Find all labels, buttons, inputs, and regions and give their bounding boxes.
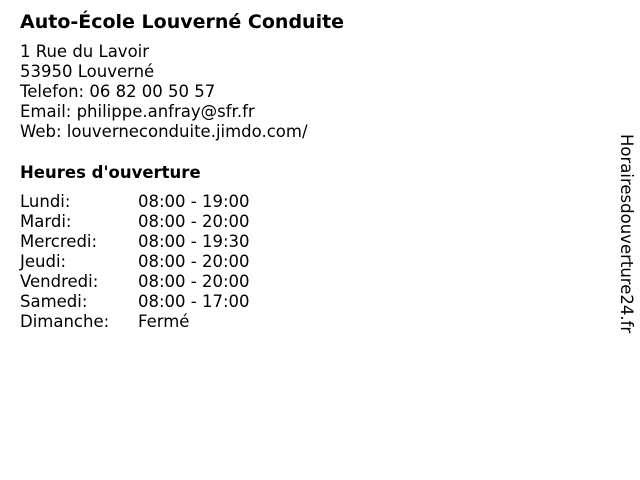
hours-row-monday bbox=[20, 192, 580, 212]
hours-day: Jeudi: bbox=[20, 252, 67, 271]
address-street: 1 Rue du Lavoir bbox=[20, 42, 150, 61]
hours-row-sunday bbox=[20, 312, 580, 332]
hours-time: 08:00 - 20:00 bbox=[138, 252, 250, 271]
opening-hours-heading: Heures d'ouverture bbox=[20, 163, 201, 182]
site-watermark: Horairesdouverture24.fr bbox=[617, 134, 636, 334]
hours-time: 08:00 - 19:30 bbox=[138, 232, 250, 251]
hours-day: Vendredi: bbox=[20, 272, 99, 291]
address-city: 53950 Louverné bbox=[20, 62, 155, 81]
hours-day: Samedi: bbox=[20, 292, 88, 311]
email-address: Email: philippe.anfray@sfr.fr bbox=[20, 102, 255, 121]
hours-row-thursday bbox=[20, 252, 580, 272]
business-name: Auto-École Louverné Conduite bbox=[20, 11, 345, 33]
phone-number: Telefon: 06 82 00 50 57 bbox=[20, 82, 216, 101]
hours-row-saturday bbox=[20, 292, 580, 312]
hours-day: Lundi: bbox=[20, 192, 71, 211]
opening-hours-table bbox=[20, 192, 580, 332]
hours-day: Mardi: bbox=[20, 212, 72, 231]
website-address: Web: louverneconduite.jimdo.com/ bbox=[20, 122, 308, 141]
hours-row-friday bbox=[20, 272, 580, 292]
hours-row-wednesday bbox=[20, 232, 580, 252]
hours-row-tuesday bbox=[20, 212, 580, 232]
hours-time: 08:00 - 19:00 bbox=[138, 192, 250, 211]
hours-time: 08:00 - 17:00 bbox=[138, 292, 250, 311]
hours-day: Dimanche: bbox=[20, 312, 110, 331]
business-card bbox=[20, 10, 580, 332]
hours-time: Fermé bbox=[138, 312, 190, 331]
hours-day: Mercredi: bbox=[20, 232, 98, 251]
hours-time: 08:00 - 20:00 bbox=[138, 212, 250, 231]
hours-time: 08:00 - 20:00 bbox=[138, 272, 250, 291]
